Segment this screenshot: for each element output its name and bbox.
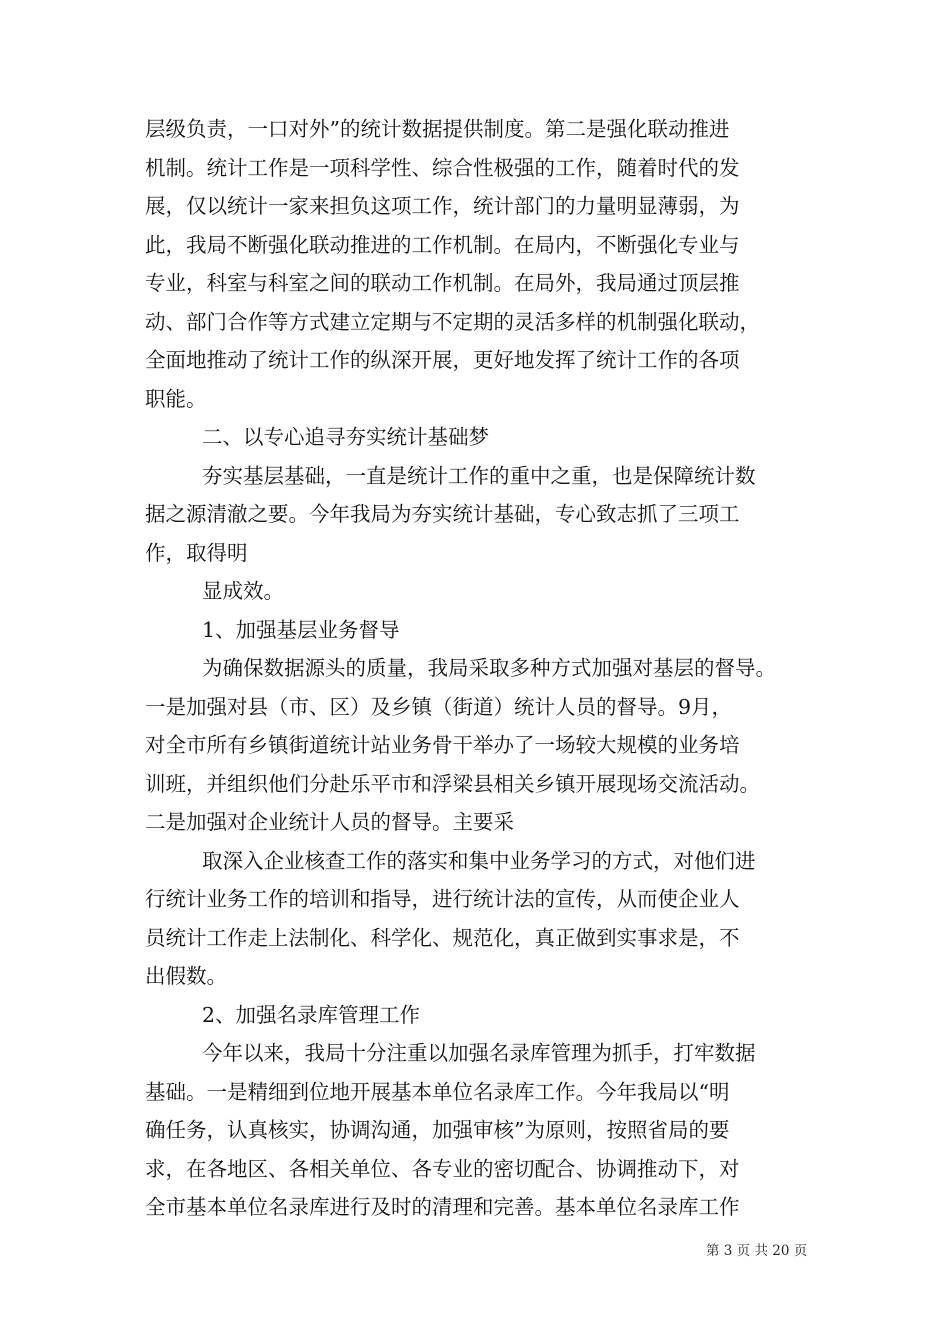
text-line: 1、加强基层业务督导 xyxy=(202,617,400,642)
text-line: 取深入企业核查工作的落实和集中业务学习的方式，对他们进 xyxy=(202,848,756,873)
text-line: 二、以专心追寻夯实统计基础梦 xyxy=(202,425,489,449)
text-line: 全市基本单位名录库进行及时的清理和完善。基本单位名录库工作 xyxy=(145,1195,740,1219)
text-line: 作，取得明 xyxy=(145,540,248,565)
text-line: 职能。 xyxy=(145,386,207,411)
text-line: 专业，科室与科室之间的联动工作机制。在局外，我局通过顶层推 xyxy=(145,271,740,295)
text-line: 今年以来，我局十分注重以加强名录库管理为抓手，打牢数据 xyxy=(202,1041,756,1065)
text-line: 机制。统计工作是一项科学性、综合性极强的工作，随着时代的发 xyxy=(145,155,740,180)
text-line: 二是加强对企业统计人员的督导。主要采 xyxy=(145,810,514,834)
text-line: 动、部门合作等方式建立定期与不定期的灵活多样的机制强化联动， xyxy=(145,309,760,334)
text-line: 确任务，认真核实，协调沟通，加强审核”为原则，按照省局的要 xyxy=(145,1118,730,1142)
text-line: 2、加强名录库管理工作 xyxy=(202,1002,421,1027)
text-line: 求，在各地区、各相关单位、各专业的密切配合、协调推动下，对 xyxy=(145,1156,740,1181)
text-line: 训班，并组织他们分赴乐平市和浮梁县相关乡镇开展现场交流活动。 xyxy=(145,771,760,796)
text-line: 此，我局不断强化联动推进的工作机制。在局内，不断强化专业与 xyxy=(145,232,740,257)
text-line: 基础。一是精细到位地开展基本单位名录库工作。今年我局以“明 xyxy=(145,1079,730,1104)
text-line: 员统计工作走上法制化、科学化、规范化，真正做到实事求是，不 xyxy=(145,925,740,950)
text-line: 对全市所有乡镇街道统计站业务骨干举办了一场较大规模的业务培 xyxy=(145,733,740,757)
text-line: 行统计业务工作的培训和指导，进行统计法的宣传，从而使企业人 xyxy=(145,887,740,911)
text-line: 层级负责，一口对外”的统计数据提供制度。第二是强化联动推进 xyxy=(145,117,730,141)
text-line: 出假数。 xyxy=(145,964,227,988)
text-line: 一是加强对县（市、区）及乡镇（街道）统计人员的督导。9月， xyxy=(145,694,733,719)
page-number: 第 3 页 共 20 页 xyxy=(706,1243,808,1259)
text-line: 为确保数据源头的质量，我局采取多种方式加强对基层的督导。 xyxy=(202,656,776,680)
text-line: 展，仅以统计一家来担负这项工作，统计部门的力量明显薄弱，为 xyxy=(145,194,740,218)
text-line: 夯实基层基础，一直是统计工作的重中之重，也是保障统计数 xyxy=(202,463,756,488)
document-body xyxy=(145,110,810,1227)
text-line: 全面地推动了统计工作的纵深开展，更好地发挥了统计工作的各项 xyxy=(145,348,740,372)
text-line: 显成效。 xyxy=(202,579,284,603)
text-line: 据之源清澈之要。今年我局为夯实统计基础，专心致志抓了三项工 xyxy=(145,502,740,526)
